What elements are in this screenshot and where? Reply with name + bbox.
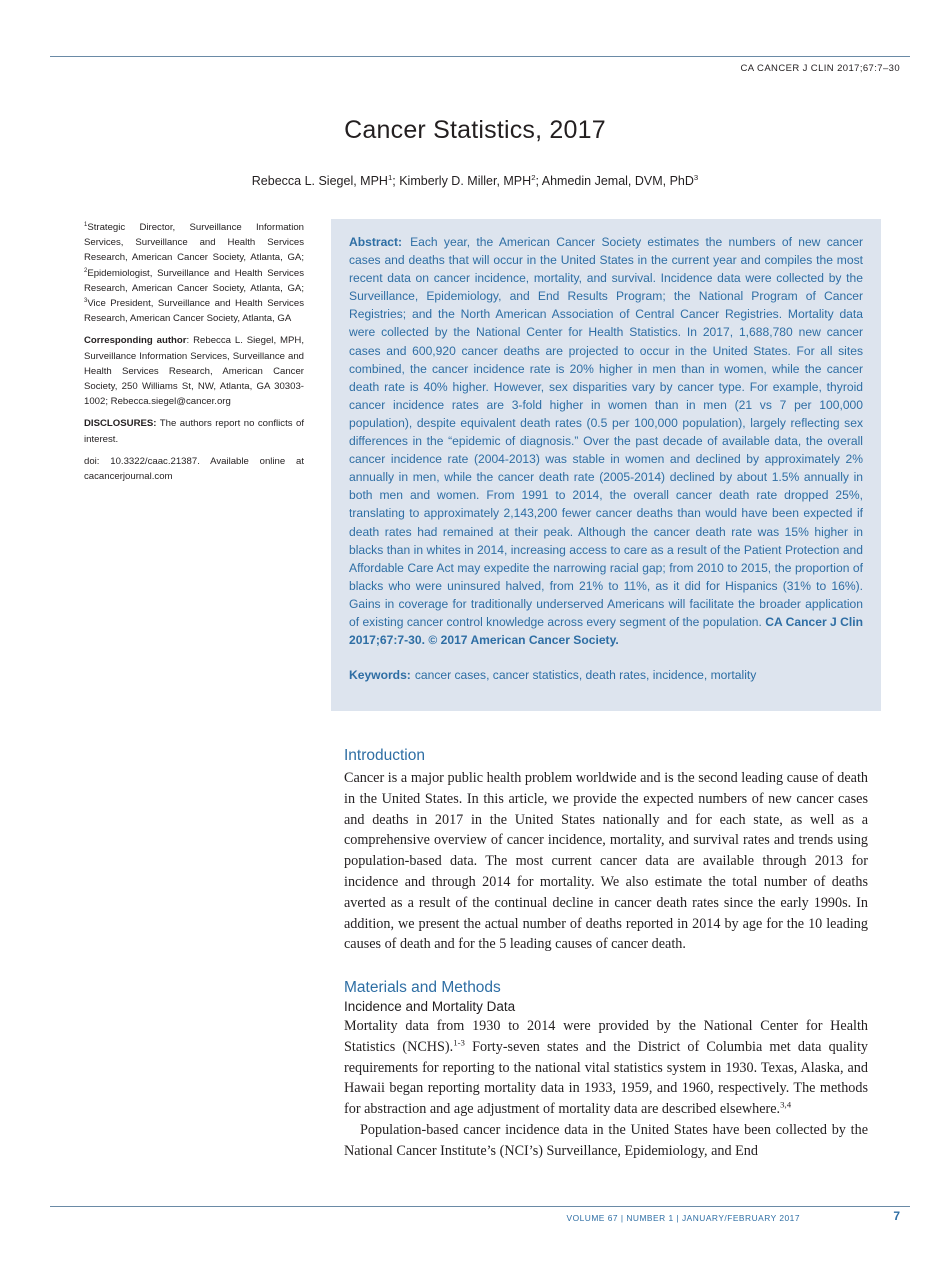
- disclosures: DISCLOSURES: The authors report no conflicts of interest.: [84, 418, 304, 445]
- abstract-box: [331, 219, 881, 711]
- author-2[interactable]: Kimberly D. Miller, MPH$^2$: [399, 172, 536, 188]
- methods-subheading: Incidence and Mortality Data: [344, 999, 516, 1014]
- running-head: CA CANCER J CLIN 2017;67:7–30: [740, 63, 900, 74]
- author-line: Rebecca L. Siegel, MPH$^1$; Kimberly D. Miller, MPH$^2$; Ahmedin Jemal, DVM, PhD$^3$: [251, 172, 699, 188]
- page-number: 7: [893, 1209, 900, 1223]
- abstract-citation[interactable]: CA Cancer J Clin 2017;67:7-30.: [349, 614, 863, 648]
- introduction-heading: Introduction: [344, 747, 425, 764]
- doi-line: doi: 10.3322/caac.21387. Available online at cacancerjournal.com: [84, 455, 304, 483]
- author-1[interactable]: Rebecca L. Siegel, MPH$^1$: [251, 172, 393, 188]
- corresponding-author: Corresponding author: Rebecca L. Siegel, MPH, Surveillance Information Services, Surveillance and Health Services Research, American Cancer Society, 250 Williams St, NW, Atlanta, GA 30303-1002; Rebecca.siegel@cancer.org: [84, 335, 305, 408]
- methods-section: [344, 979, 868, 1162]
- abstract-label: Abstract:: [349, 235, 403, 249]
- keywords-label: Keywords:: [349, 668, 411, 683]
- bottom-rule: [50, 1206, 910, 1207]
- article-title: Cancer Statistics, 2017: [344, 116, 606, 144]
- author-3[interactable]: Ahmedin Jemal, DVM, PhD$^3$: [541, 172, 699, 188]
- methods-paragraph-1: Mortality data from 1930 to 2014 were provided by the National Center for Health Statistics (NCHS).$^{1-3}$ Forty-seven states and the District of Columbia met data quality requirements for reporting to the national vital statistics system in 1930. Texas, Alaska, and Hawaii began reporting mortality data in 1933, 1959, and 1960, respectively. The methods for abstraction and age adjustment of mortality data are described elsewhere.$^{3,4}$: [344, 1018, 868, 1118]
- keywords: Keywords: cancer cases, cancer statistics, death rates, incidence, mortality: [349, 668, 757, 683]
- introduction-paragraph: Cancer is a major public health problem worldwide and is the second leading cause of death in the United States. In this article, we provide the expected numbers of new cancer cases and deaths in 2017 in the United States nationally and for each state, as well as a comprehensive overview of cancer incidence, mortality, and survival rates and trends using population-based data. The most current cancer data are available through 2013 for incidence and through 2014 for mortality. We also estimate the total number of deaths averted as a result of the continual decline in cancer death rates since the early 1990s. In addition, we present the actual number of deaths reported in 2014 by age for the 10 leading causes of death and for the 5 leading causes of cancer death.: [344, 770, 868, 953]
- methods-heading: Materials and Methods: [344, 979, 501, 996]
- author-notes: [84, 220, 304, 491]
- top-rule: [50, 56, 910, 57]
- methods-paragraph-2: Population-based cancer incidence data in the United States have been collected by the National Cancer Institute’s (NCI’s) Surveillance, Epidemiology, and End: [344, 1121, 868, 1159]
- affiliations: $^1$Strategic Director, Surveillance Information Services, Surveillance and Health Services Research, American Cancer Society, Atlanta, GA; $^2$Epidemiologist, Surveillance and Health Services Research, American Cancer Society, Atlanta, GA; $^3$Vice President, Surveillance and Health Services Research, American Cancer Society, Atlanta, GA: [84, 221, 304, 325]
- abstract-copyright: © 2017 American Cancer Society.: [428, 633, 619, 648]
- introduction-section: [344, 747, 868, 955]
- issue-footer: VOLUME 67 | NUMBER 1 | JANUARY/FEBRUARY 2017: [566, 1213, 800, 1223]
- abstract-text: Abstract: Each year, the American Cancer Society estimates the numbers of new cancer cases and deaths that will occur in the United States in the current year and compiles the most recent data on cancer incidence, mortality, and survival. Incidence data were collected by the Surveillance, Epidemiology, and End Results Program; the National Program of Cancer Registries; and the North American Association of Central Cancer Registries. Mortality data were collected by the National Center for Health Statistics. In 2017, 1,688,780 new cancer cases and 600,920 cancer deaths are projected to occur in the United States. For all sites combined, the cancer incidence rate is 20% higher in men than in women, while the cancer death rate is 40% higher. However, sex disparities vary by cancer type. For example, thyroid cancer incidence rates are 3-fold higher in women than in men (21 vs 7 per 100,000 population), despite equivalent death rates (0.5 per 100,000 population), largely reflecting sex differences in the “epidemic of diagnosis.” Over the past decade of available data, the overall cancer incidence rate (2004-2013) was stable in women and declined by approximately 2% annually in men, while the cancer death rate (2005-2014) declined by about 1.5% annually in both men and women. From 1991 to 2014, the overall cancer death rate dropped 25%, translating to approximately 2,143,200 fewer cancer deaths than would have been expected if death rates had remained at their peak. Although the cancer death rate was 15% higher in blacks than in whites in 2014, increasing access to care as a result of the Patient Protection and Affordable Care Act may expedite the narrowing racial gap; from 2010 to 2015, the proportion of blacks who were uninsured halved, from 21% to 11%, as it did for Hispanics (31% to 16%). Gains in coverage for traditionally underserved Americans will facilitate the broader application of existing cancer control knowledge across every segment of the population. CA Cancer J Clin 2017;67:7-30. © 2017 American Cancer Society.: [349, 235, 863, 648]
